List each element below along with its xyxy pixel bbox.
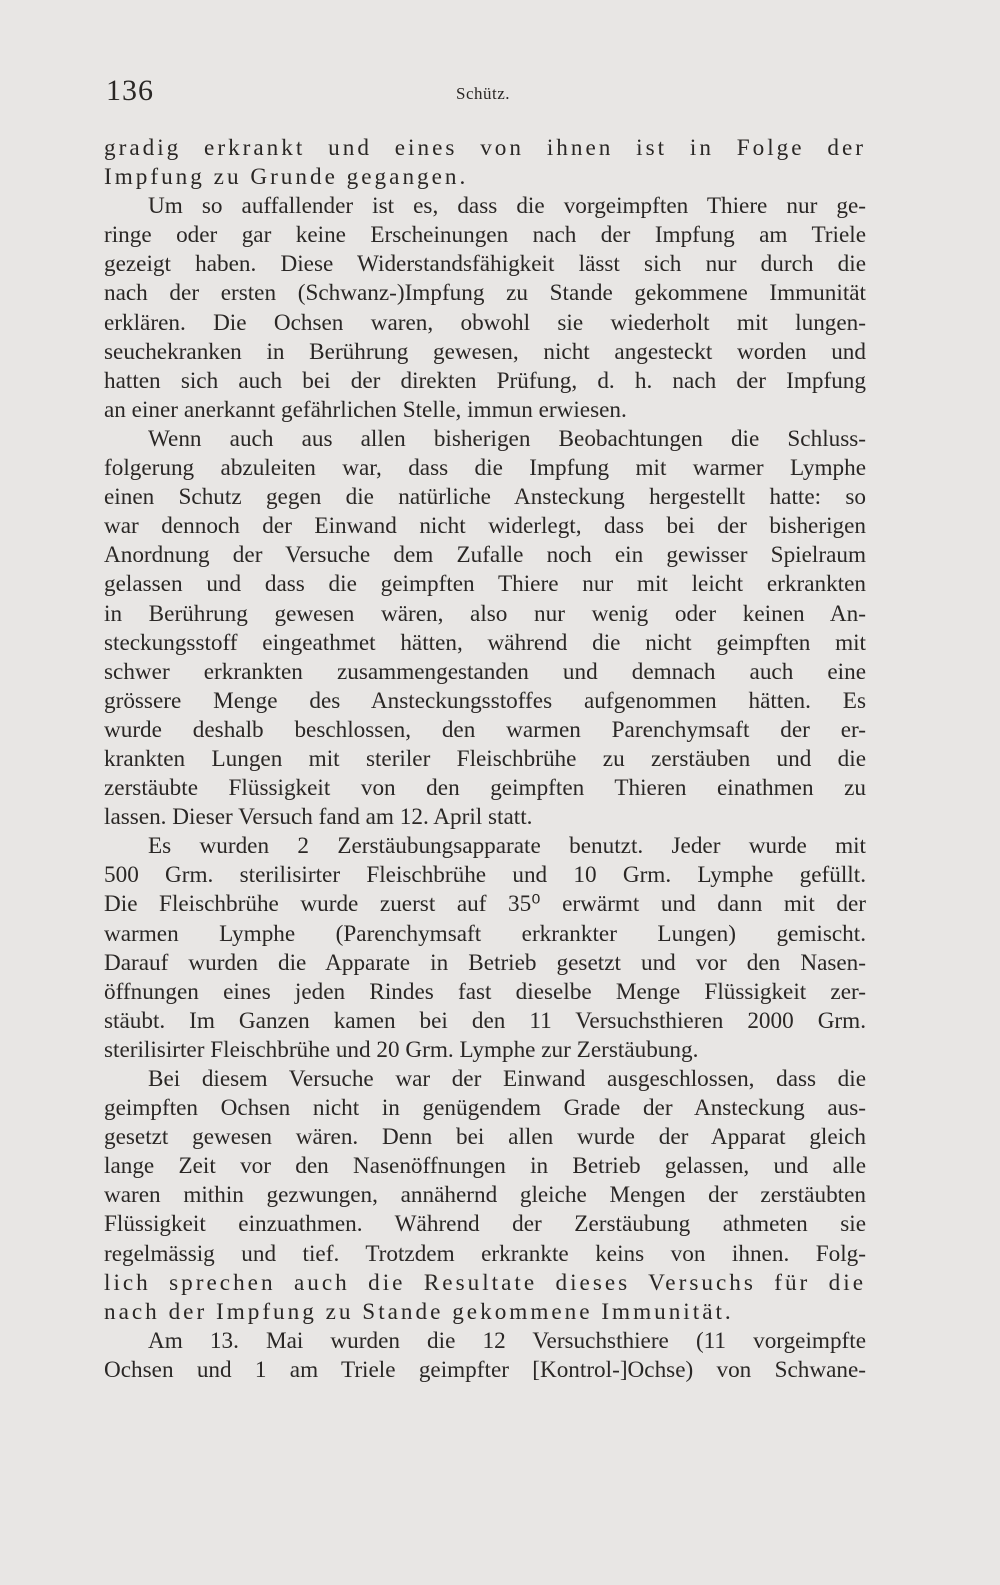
page-header [106,72,866,112]
text-line: sterilisirter Fleischbrühe und 20 Grm. Lymphe zur Zerstäubung. [104,1036,699,1063]
text-line: in Berührung gewesen wären, also nur wenig oder keinen An- [104,600,866,627]
text-line: Impfung zu Grunde gegangen. [104,164,469,191]
text-line: nach der ersten (Schwanz-)Impfung zu Stande gekommene Immunität [104,280,866,307]
text-line: erklären. Die Ochsen waren, obwohl sie wiederholt mit lungen- [104,309,866,336]
text-line: gezeigt haben. Diese Widerstandsfähigkeit lässt sich nur durch die [104,251,866,278]
text-line: Wenn auch aus allen bisherigen Beobachtungen die Schluss- [148,425,866,452]
text-line: Anordnung der Versuche dem Zufalle noch ein gewisser Spielraum [104,542,866,569]
text-line: ringe oder gar keine Erscheinungen nach der Impfung am Triele [104,222,866,249]
text-line: Ochsen und 1 am Triele geimpfter [Kontrol-]Ochse) von Schwane- [104,1356,866,1383]
text-line: geimpften Ochsen nicht in genügendem Grade der Ansteckung aus- [104,1095,866,1122]
page-number: 136 [106,74,154,107]
text-line: Flüssigkeit einzuathmen. Während der Zerstäubung athmeten sie [104,1211,866,1238]
text-line: Die Fleischbrühe wurde zuerst auf 35⁰ erwärmt und dann mit der [104,891,866,918]
body-text [104,134,866,1385]
text-line: 500 Grm. sterilisirter Fleischbrühe und 10 Grm. Lymphe gefüllt. [104,862,866,889]
text-line: lange Zeit vor den Nasenöffnungen in Betrieb gelassen, und alle [104,1153,866,1180]
running-head: Schütz. [456,84,511,103]
text-line: nach der Impfung zu Stande gekommene Immunität. [104,1298,734,1325]
text-line: schwer erkrankten zusammengestanden und demnach auch eine [104,658,866,685]
text-line: Um so auffallender ist es, dass die vorgeimpften Thiere nur ge- [148,193,866,220]
text-line: grössere Menge des Ansteckungsstoffes aufgenommen hätten. Es [104,687,866,714]
text-line: lich sprechen auch die Resultate dieses Versuchs für die [104,1269,866,1296]
text-line: krankten Lungen mit steriler Fleischbrühe zu zerstäuben und die [104,745,866,772]
text-line: Am 13. Mai wurden die 12 Versuchsthiere (11 vorgeimpfte [148,1327,866,1354]
text-line: lassen. Dieser Versuch fand am 12. April statt. [104,804,533,831]
text-line: Es wurden 2 Zerstäubungsapparate benutzt. Jeder wurde mit [148,833,866,860]
text-line: öffnungen eines jeden Rindes fast dieselbe Menge Flüssigkeit zer- [104,978,866,1005]
text-line: zerstäubte Flüssigkeit von den geimpften Thieren einathmen zu [104,775,866,802]
text-line: hatten sich auch bei der direkten Prüfung, d. h. nach der Impfung [104,367,866,394]
text-line: gradig erkrankt und eines von ihnen ist in Folge der [104,135,866,161]
text-line: stäubt. Im Ganzen kamen bei den 11 Versuchsthieren 2000 Grm. [104,1007,866,1034]
text-line: wurde deshalb beschlossen, den warmen Parenchymsaft der er- [104,716,866,743]
text-line: Bei diesem Versuche war der Einwand ausgeschlossen, dass die [148,1066,866,1092]
text-line: einen Schutz gegen die natürliche Ansteckung hergestellt hatte: so [104,484,866,511]
text-line: war dennoch der Einwand nicht widerlegt, dass bei der bisherigen [104,513,866,540]
text-line: seuchekranken in Berührung gewesen, nicht angesteckt worden und [104,338,866,365]
text-line: gesetzt gewesen wären. Denn bei allen wurde der Apparat gleich [104,1124,866,1151]
text-line: gelassen und dass die geimpften Thiere nur mit leicht erkrankten [104,571,866,598]
text-line: warmen Lymphe (Parenchymsaft erkrankter Lungen) gemischt. [104,920,866,947]
text-line: an einer anerkannt gefährlichen Stelle, immun erwiesen. [104,396,627,423]
text-line: waren mithin gezwungen, annähernd gleiche Mengen der zerstäubten [104,1182,866,1209]
text-line: Darauf wurden die Apparate in Betrieb gesetzt und vor den Nasen- [104,949,866,976]
text-line: folgerung abzuleiten war, dass die Impfung mit warmer Lymphe [104,455,866,482]
text-line: steckungsstoff eingeathmet hätten, während die nicht geimpften mit [104,629,866,656]
text-line: regelmässig und tief. Trotzdem erkrankte keins von ihnen. Folg- [104,1240,866,1267]
